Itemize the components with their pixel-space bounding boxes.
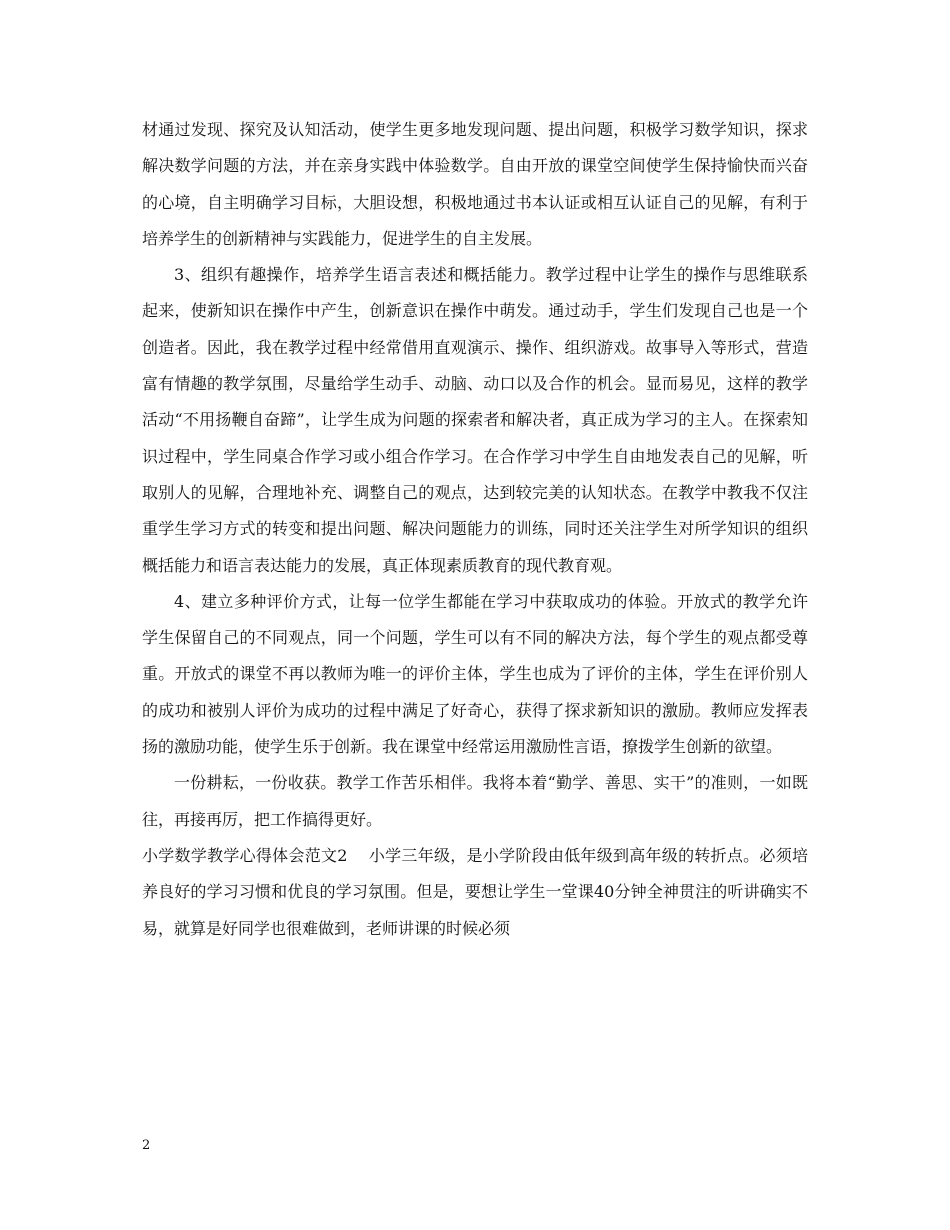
paragraph-4: 一份耕耘，一份收获。教学工作苦乐相伴。我将本着“勤学、善思、实干”的准则，一如既往，再接再厉，把工作搞得更好。 bbox=[142, 773, 808, 829]
paragraph-1: 材通过发现、探究及认知活动，使学生更多地发现问题、提出问题，积极学习数学知识，探求解决数学问题的方法，并在亲身实践中体验数学。自由开放的课堂空间使学生保持愉快而兴奋的心境，自主明确学习目标，大胆设想，积极地通过书本认证或相互认证自己的见解，有利于培养学生的创新精神与实践能力，促进学生的自主发展。 bbox=[142, 120, 808, 248]
section-intro-text: 小学三年级，是小学阶段由低年级到高年级的转折点。必须培养良好的学习习惯和优良的学习氛围。但是，要想让学生一堂课40分钟全神贯注的听讲确实不易，就算是好同学也很难做到，老师讲课的时候必须 bbox=[142, 845, 808, 938]
body-text bbox=[142, 112, 808, 947]
paragraph-5 bbox=[142, 838, 808, 947]
page-number: 2 bbox=[142, 1138, 151, 1153]
heading-gap bbox=[347, 846, 368, 865]
paragraph-3: 4、建立多种评价方式，让每一位学生都能在学习中获取成功的体验。开放式的教学允许学生保留自己的不同观点，同一个问题，学生可以有不同的解决方法，每个学生的观点都受尊重。开放式的课堂不再以教师为唯一的评价主体，学生也成为了评价的主体，学生在评价别人的成功和被别人评价为成功的过程中满足了好奇心，获得了探求新知识的激励。教师应发挥表扬的激励功能，使学生乐于创新。我在课堂中经常运用激励性言语，撩拨学生创新的欲望。 bbox=[142, 591, 808, 757]
section-heading: 小学数学教学心得体会范文2 bbox=[142, 845, 348, 865]
paragraph-2: 3、组织有趣操作，培养学生语言表述和概括能力。教学过程中让学生的操作与思维联系起来，使新知识在操作中产生，创新意识在操作中萌发。通过动手，学生们发现自己也是一个创造者。因此，我在教学过程中经常借用直观演示、操作、组织游戏。故事导入等形式，营造富有情趣的教学氛围，尽量给学生动手、动脑、动口以及合作的机会。显而易见，这样的教学活动“不用扬鞭自奋蹄”，让学生成为问题的探索者和解决者，真正成为学习的主人。在探索知识过程中，学生同桌合作学习或小组合作学习。在合作学习中学生自由地发表自己的见解，听取别人的见解，合理地补充、调整自己的观点，达到较完美的认知状态。在教学中教我不仅注重学生学习方式的转变和提出问题、解决问题能力的训练，同时还关注学生对所学知识的组织概括能力和语言表达能力的发展，真正体现素质教育的现代教育观。 bbox=[142, 265, 808, 575]
